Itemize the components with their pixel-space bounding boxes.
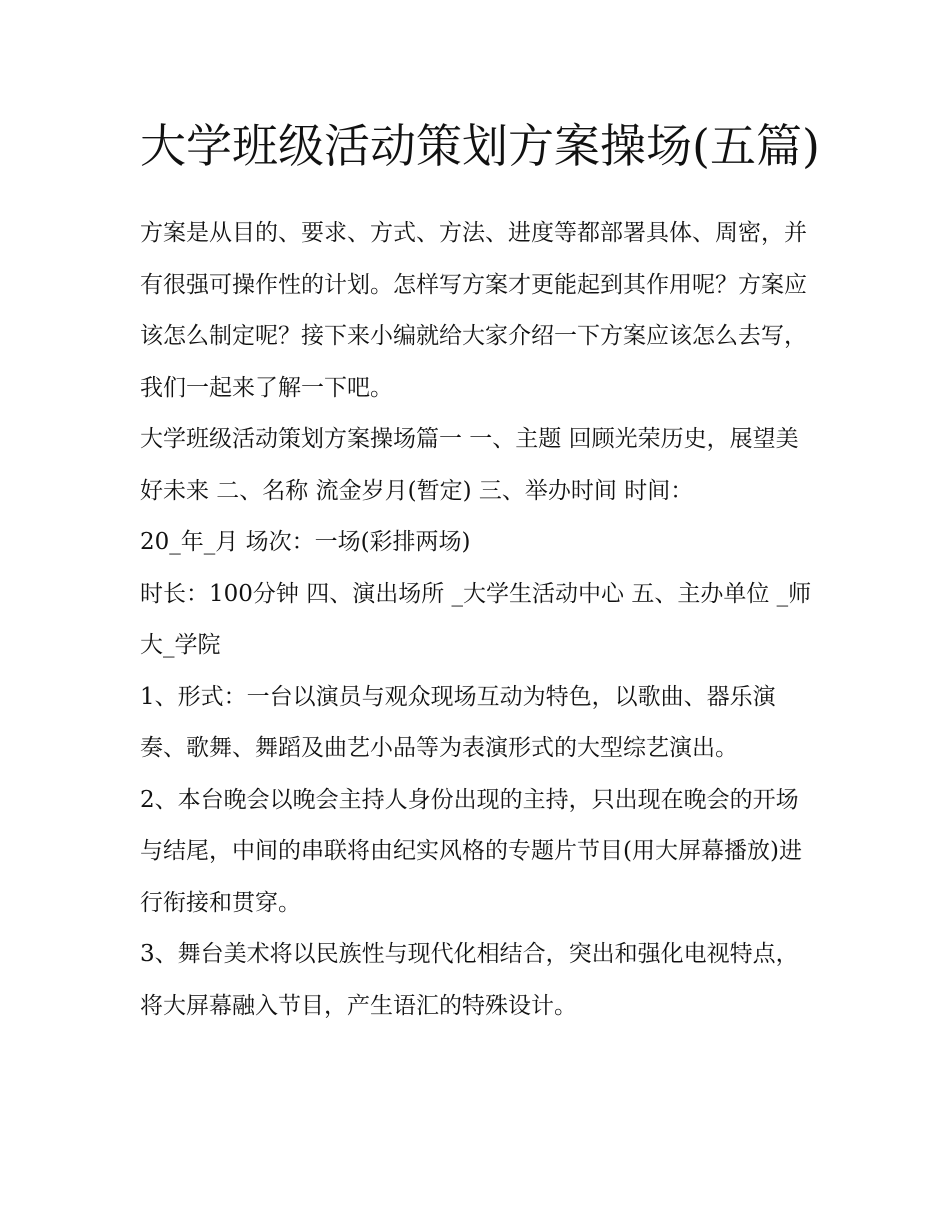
paragraph-item-3: 3、舞台美术将以民族性与现代化相结合，突出和强化电视特点，将大屏幕融入节目，产生语汇的特殊设计。 xyxy=(140,941,799,1019)
paragraph-item-1: 1、形式：一台以演员与观众现场互动为特色，以歌曲、器乐演奏、歌舞、舞蹈及曲艺小品等为表演形式的大型综艺演出。 xyxy=(140,683,776,761)
paragraph-item-2: 2、本台晚会以晚会主持人身份出现的主持，只出现在晚会的开场与结尾，中间的串联将由纪实风格的专题片节目(用大屏幕播放)进行衔接和贯穿。 xyxy=(140,786,802,916)
paragraph-venue: 时长：100分钟 四、演出场所 _大学生活动中心 五、主办单位 _师大_学院 xyxy=(140,580,812,658)
paragraph-section-1: 大学班级活动策划方案操场篇一 一、主题 回顾光荣历史，展望美好未来 二、名称 流金岁月(暂定) 三、举办时间 时间： xyxy=(140,426,799,504)
paragraph-time: 20_年_月 场次：一场(彩排两场) xyxy=(140,529,471,555)
paragraph-intro: 方案是从目的、要求、方式、方法、进度等都部署具体、周密，并有很强可操作性的计划。怎样写方案才更能起到其作用呢？方案应该怎么制定呢？接下来小编就给大家介绍一下方案应该怎么去写，我们一起来了解一下吧。 xyxy=(140,220,807,401)
document-title: 大学班级活动策划方案操场(五篇) xyxy=(140,119,820,173)
document-body xyxy=(140,208,820,1032)
document-page xyxy=(140,112,820,1032)
